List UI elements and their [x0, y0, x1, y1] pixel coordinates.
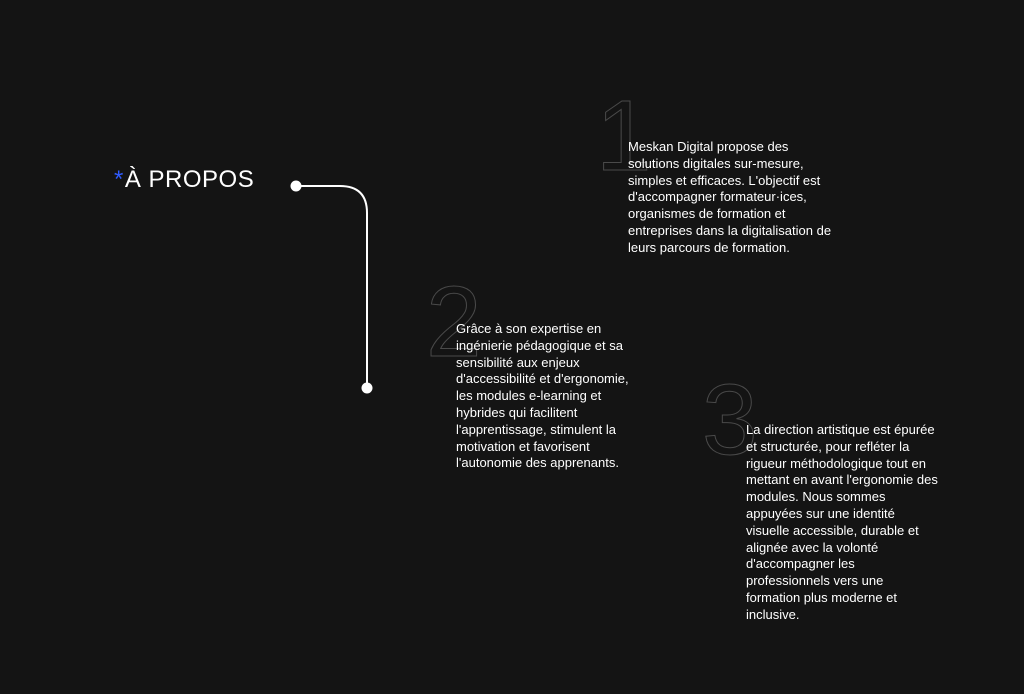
asterisk-icon: *	[114, 166, 124, 193]
step-number-3: 3	[702, 364, 758, 476]
timeline-line	[296, 186, 367, 388]
section-title: À PROPOS	[124, 166, 255, 193]
step-text-1: Meskan Digital propose des solutions digitales sur-mesure, simples et efficaces. L'objectif est d'accompagner formateur·ices, organismes de formation et entreprises dans la digitalisation de leurs parcours de formation.	[628, 139, 832, 255]
step-text-2: Grâce à son expertise en ingénierie pédagogique et sa sensibilité aux enjeux d'accessibilité et d'ergonomie, les modules e-learning et hybrides qui facilitent l'apprentissage, stimulent la motivation et favorisent l'autonomie des apprenants.	[456, 321, 629, 471]
timeline-end-dot	[362, 383, 373, 394]
step-number-1: 1	[596, 80, 652, 192]
timeline-start-dot	[291, 181, 302, 192]
step-text-3: La direction artistique est épurée et structurée, pour refléter la rigueur méthodologique tout en mettant en avant l'ergonomie des modules. Nous sommes appuyées sur une identité visuelle accessible, durable et alignée avec la volonté d'accompagner les professionnels vers une formation plus moderne et inclusive.	[746, 422, 938, 622]
step-number-2: 2	[426, 266, 482, 378]
